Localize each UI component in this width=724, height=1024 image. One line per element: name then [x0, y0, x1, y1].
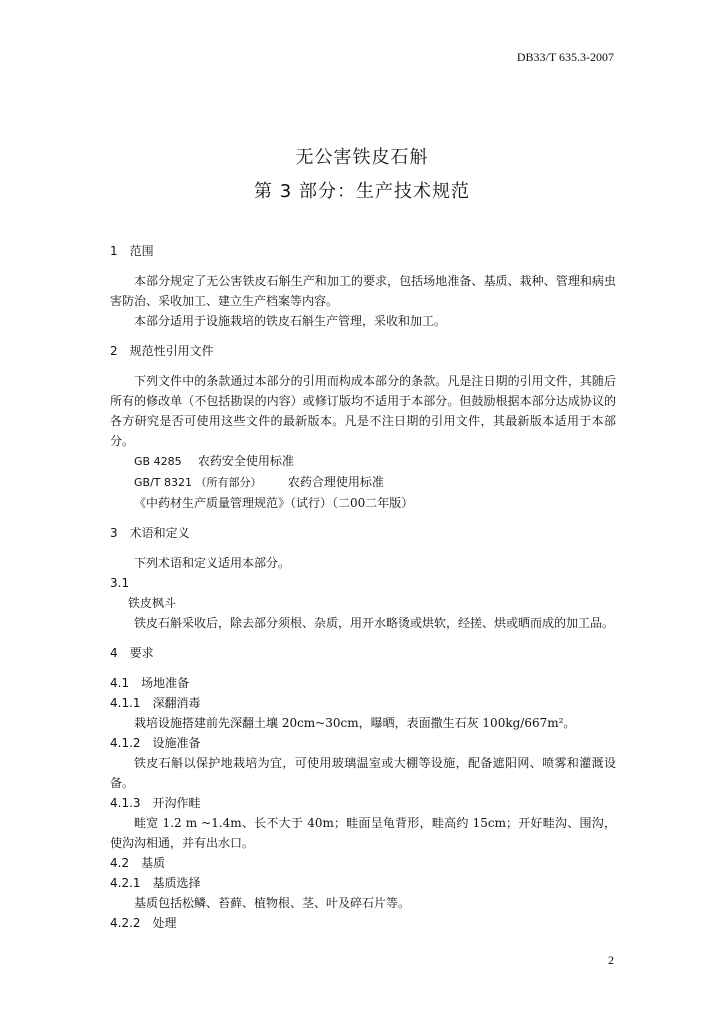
standard-code: DB33/T 635.3-2007: [516, 50, 614, 64]
document-title: 无公害铁皮石斛: [295, 147, 429, 168]
subsection-4-1-2-text: 铁皮石斛以保护地栽培为宜，可使用玻璃温室或大棚等设施，配备遮阳网、喷雾和灌溉设备。: [110, 756, 616, 790]
reference-item: 《中药材生产质量管理规范》（试行）（二00二年版）: [134, 496, 414, 510]
reference-item: [110, 472, 616, 493]
reference-item: [110, 451, 616, 472]
subsection-4-1-3-text: 畦宽 1.2 m ~1.4m、长不大于 40m；畦面呈龟背形，畦高约 15cm；开好畦沟、围沟，使沟沟相通，并有出水口。: [110, 816, 616, 850]
subsection-4-2-2-heading: 4.2.2 处理: [110, 916, 177, 930]
subsection-4-1-2-heading: 4.1.2 设施准备: [110, 736, 201, 750]
subsection-4-2-1-heading: 4.2.1 基质选择: [110, 876, 201, 890]
reference-title: 农药安全使用标准: [197, 454, 294, 468]
reference-code: GB 4285: [134, 455, 182, 468]
section-1-heading: 1 范围: [110, 244, 154, 258]
reference-title: 农药合理使用标准: [287, 475, 384, 489]
subsection-4-1-heading: 4.1 场地准备: [110, 676, 190, 690]
section-3-paragraph-1: 下列术语和定义适用本部分。: [134, 556, 291, 570]
section-2-heading: 2 规范性引用文件: [110, 344, 214, 358]
document-subtitle: 第 3 部分：生产技术规范: [254, 181, 470, 202]
section-1-paragraph-2: 本部分适用于设施栽培的铁皮石斛生产管理，采收和加工。: [134, 314, 447, 328]
subsection-4-2-1-text: 基质包括松鳞、苔藓、植物根、茎、叶及碎石片等。: [134, 896, 411, 910]
subsection-4-1-1-text: 栽培设施搭建前先深翻土壤 20cm~30cm，曝晒，表面撒生石灰 100kg/667m²。: [134, 716, 576, 730]
section-2-paragraph-1: 下列文件中的条款通过本部分的引用而构成本部分的条款。凡是注日期的引用文件，其随后所有的修改单（不包括勘误的内容）或修订版均不适用于本部分。但鼓励根据本部分达成协议的各方研究是否可使用这些文件的最新版本。凡是不注日期的引用文件，其最新版本适用于本部分。: [110, 374, 616, 448]
document-body: [110, 241, 616, 933]
page-number: 2: [608, 953, 614, 967]
subsection-4-1-3-heading: 4.1.3 开沟作畦: [110, 796, 201, 810]
section-1-paragraph-1: 本部分规定了无公害铁皮石斛生产和加工的要求，包括场地准备、基质、栽种、管理和病虫害防治、采收加工、建立生产档案等内容。: [110, 274, 616, 308]
term-definition: 铁皮石斛采收后，除去部分须根、杂质，用开水略烫或烘软，经搓、烘或晒而成的加工品。: [134, 616, 615, 630]
subsection-4-1-1-heading: 4.1.1 深翻消毒: [110, 696, 201, 710]
section-4-heading: 4 要求: [110, 646, 154, 660]
subsection-4-2-heading: 4.2 基质: [110, 856, 166, 870]
section-3-heading: 3 术语和定义: [110, 526, 190, 540]
term-number: 3.1: [110, 576, 130, 590]
term-name: 铁皮枫斗: [128, 596, 177, 610]
reference-code: GB/T 8321 （所有部分）: [134, 476, 262, 489]
